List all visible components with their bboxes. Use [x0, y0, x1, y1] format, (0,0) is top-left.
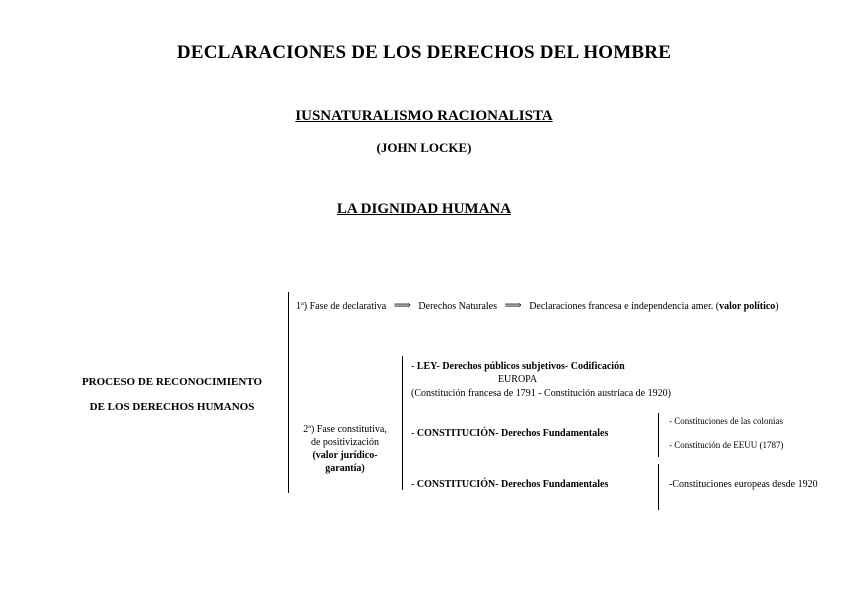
phase1-declarations: Declaraciones francesa e independencia amer. (	[529, 301, 720, 312]
phase1-value: valor político	[719, 301, 776, 312]
phase2-label-line2: de positivización	[310, 437, 380, 448]
subtitle	[0, 108, 848, 125]
ley-detail: (Constitución francesa de 1791 - Constitución austríaca de 1920)	[411, 388, 671, 399]
ley-title: LEY- Derechos públicos subjetivos- Codificación	[416, 361, 625, 372]
usa-item-colonies: - Constituciones de las colonias	[669, 416, 783, 426]
arrow-icon: ⟹	[504, 298, 522, 312]
concept-heading	[0, 201, 848, 218]
phase2-label-line1: 2ª) Fase constitutiva,	[303, 424, 387, 435]
process-label-line2: DE LOS DERECHOS HUMANOS	[89, 401, 255, 413]
ley-row	[411, 361, 625, 372]
phase1-natural-rights: Derechos Naturales	[418, 301, 497, 312]
eu-item: -Constituciones europeas desde 1920	[669, 479, 818, 490]
constitucion-usa-prefix: -	[411, 428, 417, 439]
phase2-bracket-line	[402, 356, 403, 490]
phase2-value-line2: garantía)	[325, 463, 365, 474]
constitucion-usa-title: CONSTITUCIÓN- Derechos Fundamentales	[416, 428, 609, 439]
concept-heading-text: LA DIGNIDAD HUMANA	[336, 201, 512, 217]
subtitle-text: IUSNATURALISMO RACIONALISTA	[295, 108, 553, 124]
document-title: DECLARACIONES DE LOS DERECHOS DEL HOMBRE	[176, 42, 672, 63]
constitucion-eu-prefix: -	[411, 479, 417, 490]
constitucion-eu-title: CONSTITUCIÓN- Derechos Fundamentales	[416, 479, 609, 490]
ley-region: EUROPA	[497, 374, 538, 385]
author-line: (JOHN LOCKE)	[376, 140, 472, 155]
phase2-value-line1: (valor jurídico-	[312, 450, 378, 461]
constitucion-eu-row	[411, 479, 608, 490]
main-bracket-line	[288, 292, 289, 493]
usa-bracket-line	[658, 413, 659, 457]
arrow-icon: ⟹	[393, 298, 411, 312]
eu-bracket-line	[658, 464, 659, 510]
ley-prefix: -	[411, 361, 417, 372]
constitucion-usa-row	[411, 428, 608, 439]
phase1-close: )	[775, 301, 779, 312]
phase1-label: 1ª) Fase de declarativa	[296, 301, 387, 312]
usa-item-constitution: - Constitución de EEUU (1787)	[669, 440, 784, 450]
phase2-label	[297, 423, 393, 475]
phase1-row	[296, 298, 779, 313]
process-label-line1: PROCESO DE RECONOCIMIENTO	[81, 376, 263, 388]
